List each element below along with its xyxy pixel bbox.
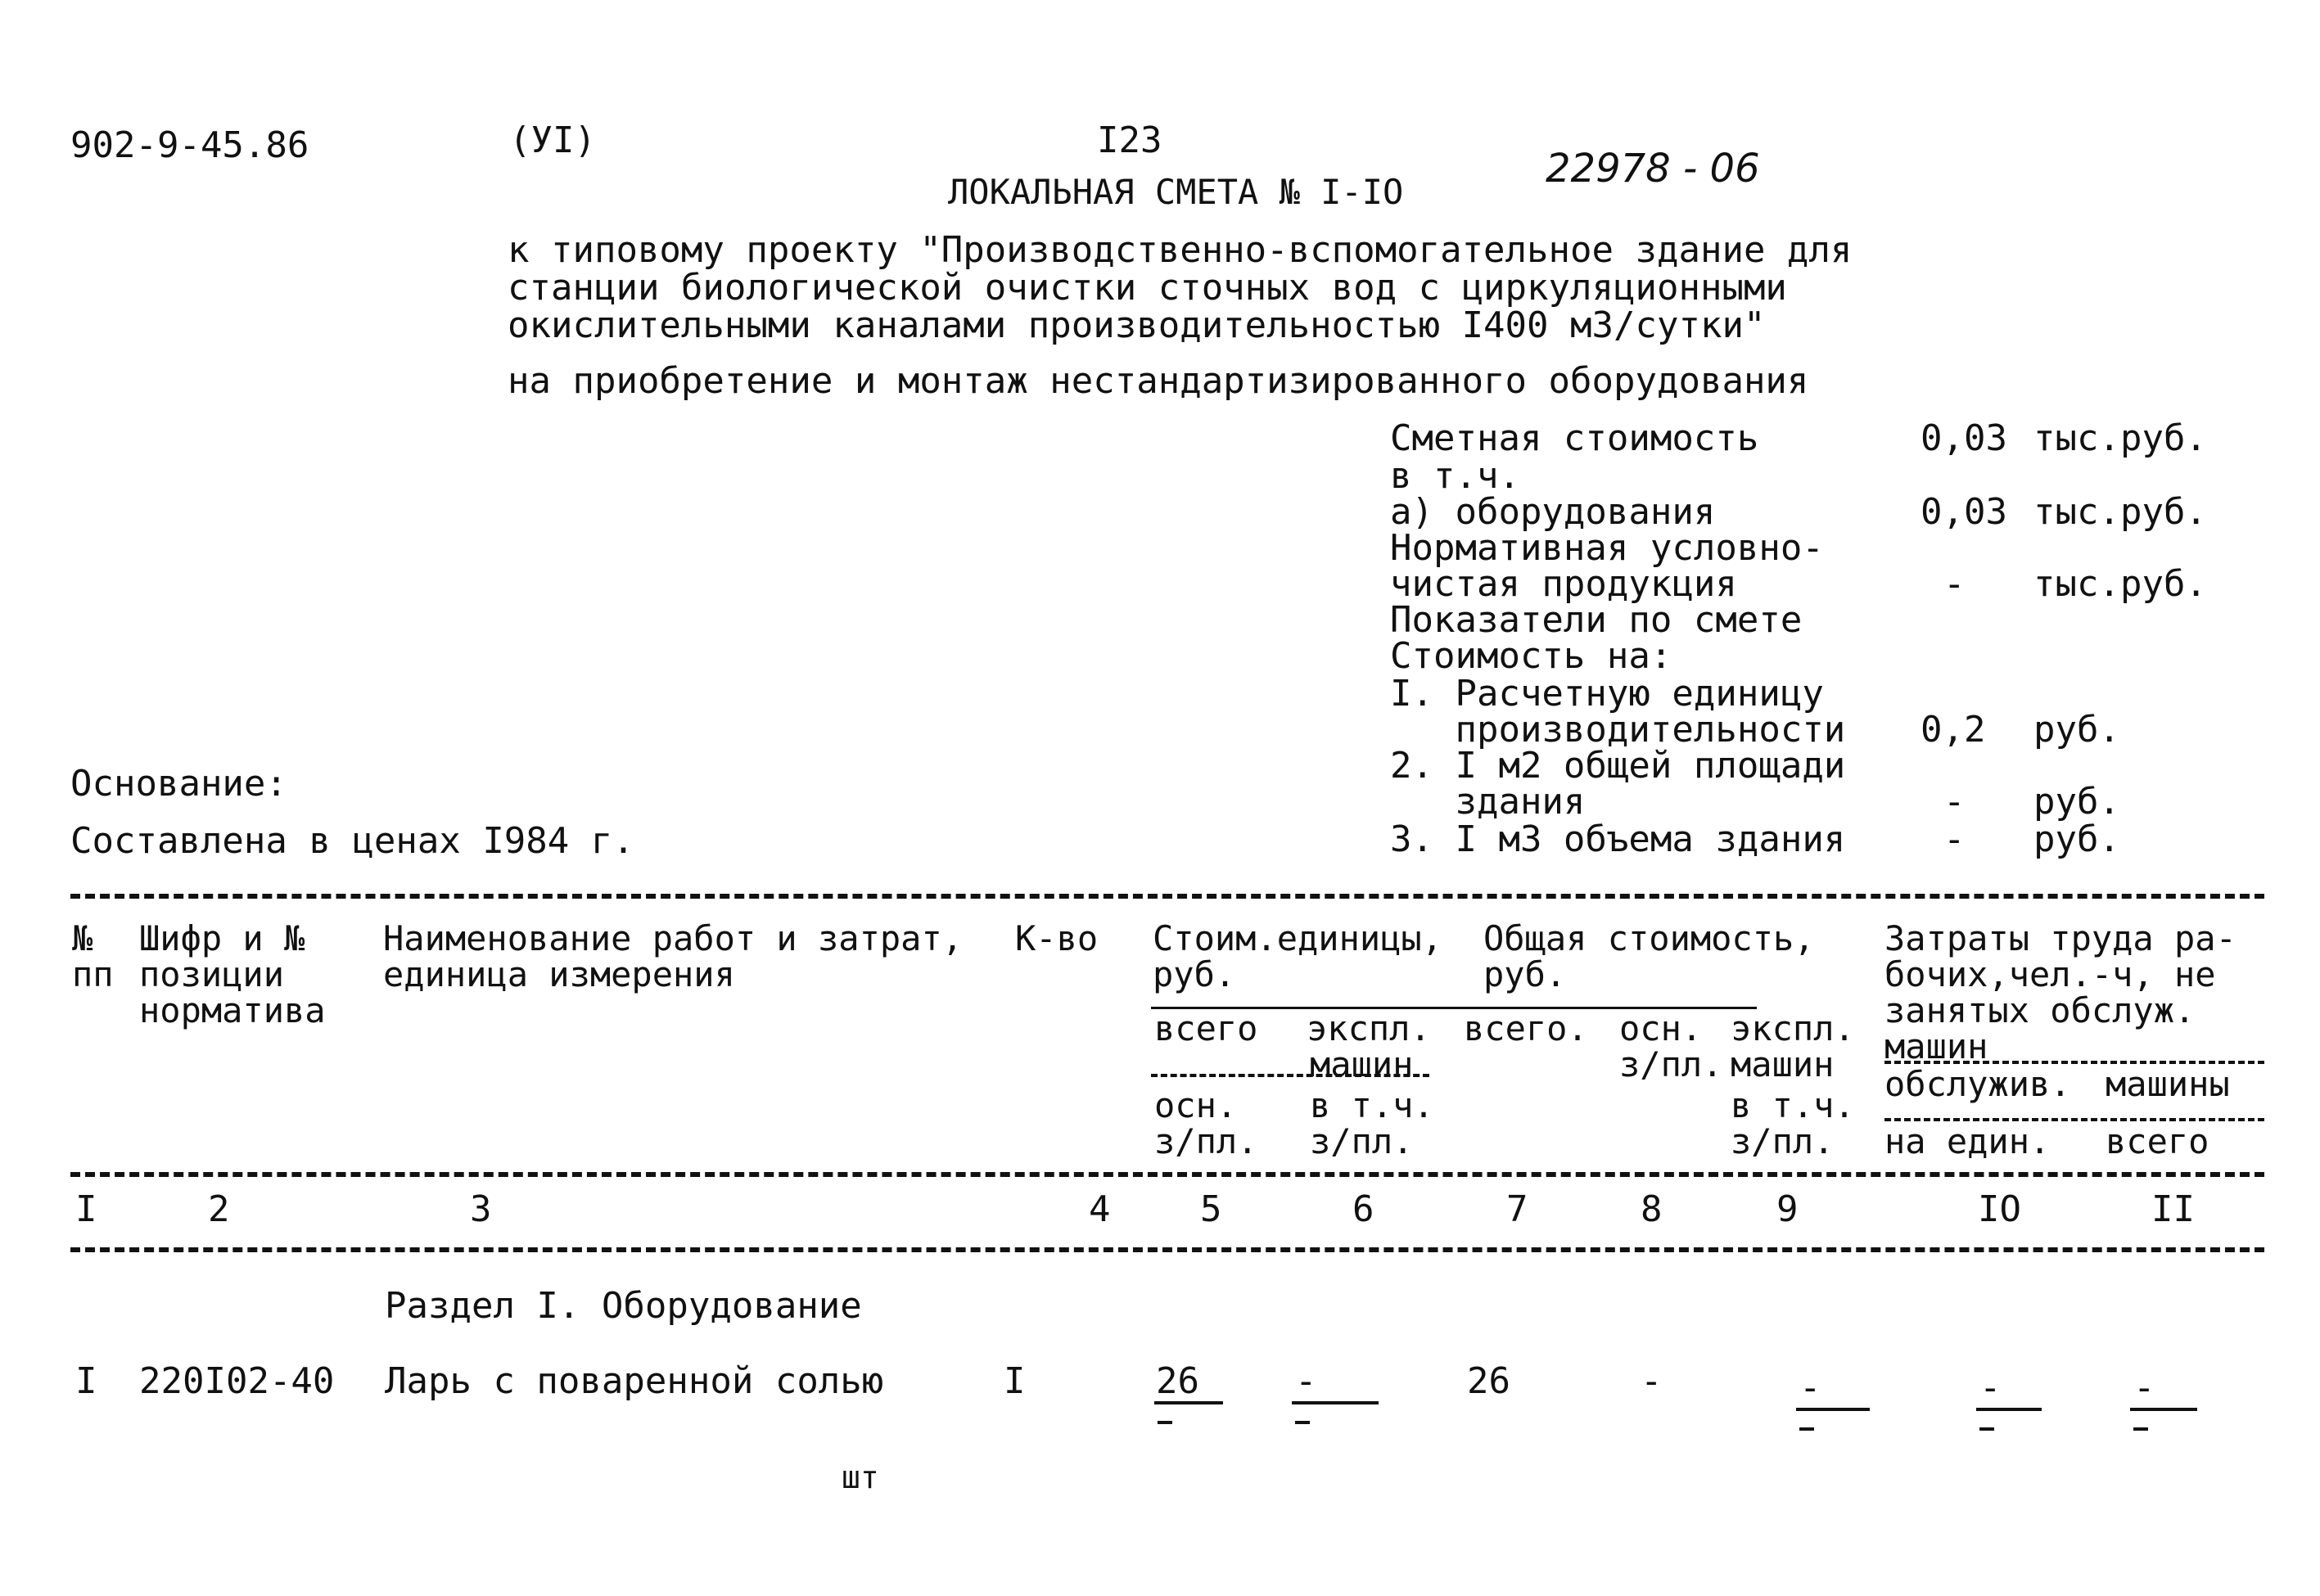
summary-label: I. Расчетную единицу [1390, 673, 1824, 715]
header-col2: Шифр и № [139, 918, 305, 958]
header-col2: позиции [139, 954, 285, 994]
header-labor: машин [1884, 1026, 1988, 1066]
column-number: 6 [1352, 1188, 1374, 1230]
row-unit: шт [842, 1459, 879, 1495]
row-underline [1292, 1401, 1379, 1404]
summary-label: а) оборудования [1390, 491, 1716, 533]
summary-label: Показатели по смете [1390, 599, 1803, 641]
row-dash [1799, 1427, 1814, 1431]
column-number: 3 [470, 1188, 492, 1230]
summary-label: 3. I м3 объема здания [1390, 818, 1846, 860]
header-labor-total: всего [2106, 1121, 2209, 1161]
summary-label: производительности [1390, 709, 1846, 751]
header-col3: единица измерения [383, 954, 735, 994]
row-dash [2133, 1427, 2148, 1431]
row-dash [1979, 1427, 1994, 1431]
row-total-base: - [1641, 1360, 1663, 1402]
column-number: 4 [1089, 1188, 1111, 1230]
summary-unit: руб. [2033, 818, 2120, 860]
row-unit-total: 26 [1156, 1360, 1199, 1402]
header-col1: № [72, 918, 93, 958]
header-rule [1151, 1074, 1429, 1077]
summary-label: 2. I м2 общей площади [1390, 745, 1846, 787]
header-rule [1151, 1007, 1757, 1009]
column-number: II [2151, 1188, 2195, 1230]
header-col3: Наименование работ и затрат, [383, 918, 964, 958]
summary-label: Сметная стоимость [1390, 417, 1759, 459]
header-unit-incl: з/пл. [1310, 1121, 1414, 1161]
document-code: 902-9-45.86 [70, 124, 309, 166]
summary-value: 0,03 [1921, 417, 2007, 459]
header-total-base: з/пл. [1619, 1044, 1723, 1084]
header-total-cost: Общая стоимость, [1483, 918, 1815, 958]
row-total-machine: - [1799, 1367, 1821, 1409]
header-total-incl: в т.ч. [1731, 1085, 1855, 1125]
summary-label: в т.ч. [1390, 455, 1520, 497]
header-unit-base: осн. [1154, 1085, 1238, 1125]
header-unit-machine: экспл. [1307, 1008, 1431, 1048]
summary-label: здания [1390, 781, 1586, 823]
column-number: IO [1978, 1188, 2021, 1230]
summary-unit: руб. [2033, 781, 2120, 823]
column-number: 9 [1776, 1188, 1799, 1230]
subject-line-3: окислительными каналами производительностью I400 м3/сутки" [508, 304, 1766, 346]
row-total: 26 [1467, 1360, 1510, 1402]
header-total-total: всего. [1464, 1008, 1588, 1048]
header-unit-machine: машин [1310, 1044, 1414, 1084]
header-unit-base: з/пл. [1154, 1121, 1258, 1161]
row-number: I [75, 1360, 97, 1402]
summary-value: - [1943, 781, 1966, 823]
row-labor-per-unit: - [1979, 1367, 2002, 1409]
document-title: ЛОКАЛЬНАЯ СМЕТА № I-IO [948, 172, 1404, 212]
summary-value: 0,03 [1921, 491, 2007, 533]
column-number: 2 [208, 1188, 230, 1230]
header-labor: занятых обслуж. [1884, 990, 2196, 1030]
header-unit-cost: Стоим.единицы, [1153, 918, 1443, 958]
row-underline [1154, 1401, 1223, 1404]
header-total-machine: экспл. [1731, 1008, 1855, 1048]
header-labor: бочих,чел.-ч, не [1884, 954, 2216, 994]
header-unit-incl: в т.ч. [1310, 1085, 1434, 1125]
section-title: Раздел I. Оборудование [385, 1285, 862, 1327]
row-underline [2130, 1408, 2197, 1411]
page-number: I23 [1097, 119, 1162, 161]
column-number: 8 [1641, 1188, 1663, 1230]
header-rule [1884, 1118, 2264, 1121]
row-dash [1158, 1421, 1172, 1424]
header-labor-service: обслужив. [1884, 1064, 2071, 1104]
header-labor-per-unit: на един. [1884, 1121, 2051, 1161]
handwritten-number: 22978 - 06 [1546, 146, 1760, 192]
column-numbers-bottom-separator [70, 1247, 2264, 1252]
header-rule [1884, 1061, 2264, 1064]
summary-label: Нормативная условно- [1390, 527, 1824, 569]
header-unit-total: всего [1154, 1008, 1258, 1048]
header-col1: пп [72, 954, 114, 994]
header-unit-cost: руб. [1153, 954, 1236, 994]
subject-line-2: станции биологической очистки сточных вод с циркуляционными [508, 267, 1787, 309]
summary-unit: тыс.руб. [2033, 417, 2207, 459]
row-underline [1976, 1408, 2042, 1411]
summary-value: - [1943, 563, 1966, 605]
subject-line-1: к типовому проекту "Производственно-вспомогательное здание для [508, 229, 1853, 271]
basis-label: Основание: [70, 763, 287, 805]
row-dash [1295, 1421, 1310, 1424]
subject-line-4: на приобретение и монтаж нестандартизированного оборудования [508, 360, 1809, 402]
row-underline [1796, 1408, 1870, 1411]
header-labor: Затраты труда ра- [1884, 918, 2236, 958]
column-number: I [75, 1188, 97, 1230]
table-top-separator [70, 894, 2264, 899]
prices-note: Составлена в ценах I984 г. [70, 820, 634, 862]
header-total-machine: машин [1731, 1044, 1835, 1084]
header-total-cost: руб. [1483, 954, 1567, 994]
summary-label: чистая продукция [1390, 563, 1737, 605]
header-col2: норматива [139, 990, 326, 1030]
summary-unit: руб. [2033, 709, 2120, 751]
header-total-base: осн. [1619, 1008, 1703, 1048]
row-name: Ларь с поваренной солью [385, 1360, 884, 1402]
column-number: 5 [1200, 1188, 1222, 1230]
summary-value: 0,2 [1921, 709, 1986, 751]
summary-unit: тыс.руб. [2033, 563, 2207, 605]
row-quantity: I [1004, 1360, 1026, 1402]
column-number: 7 [1506, 1188, 1528, 1230]
summary-unit: тыс.руб. [2033, 491, 2207, 533]
row-unit-machine: - [1295, 1360, 1317, 1402]
header-total-incl: з/пл. [1731, 1121, 1835, 1161]
part-number: (УI) [509, 119, 596, 161]
header-col4: К-во [1015, 918, 1099, 958]
column-numbers-top-separator [70, 1172, 2264, 1177]
summary-label: Стоимость на: [1390, 635, 1672, 677]
summary-value: - [1943, 818, 1966, 860]
row-code: 220I02-40 [139, 1360, 335, 1402]
header-labor-machines: машины [2106, 1064, 2230, 1104]
row-labor-total: - [2133, 1367, 2155, 1409]
